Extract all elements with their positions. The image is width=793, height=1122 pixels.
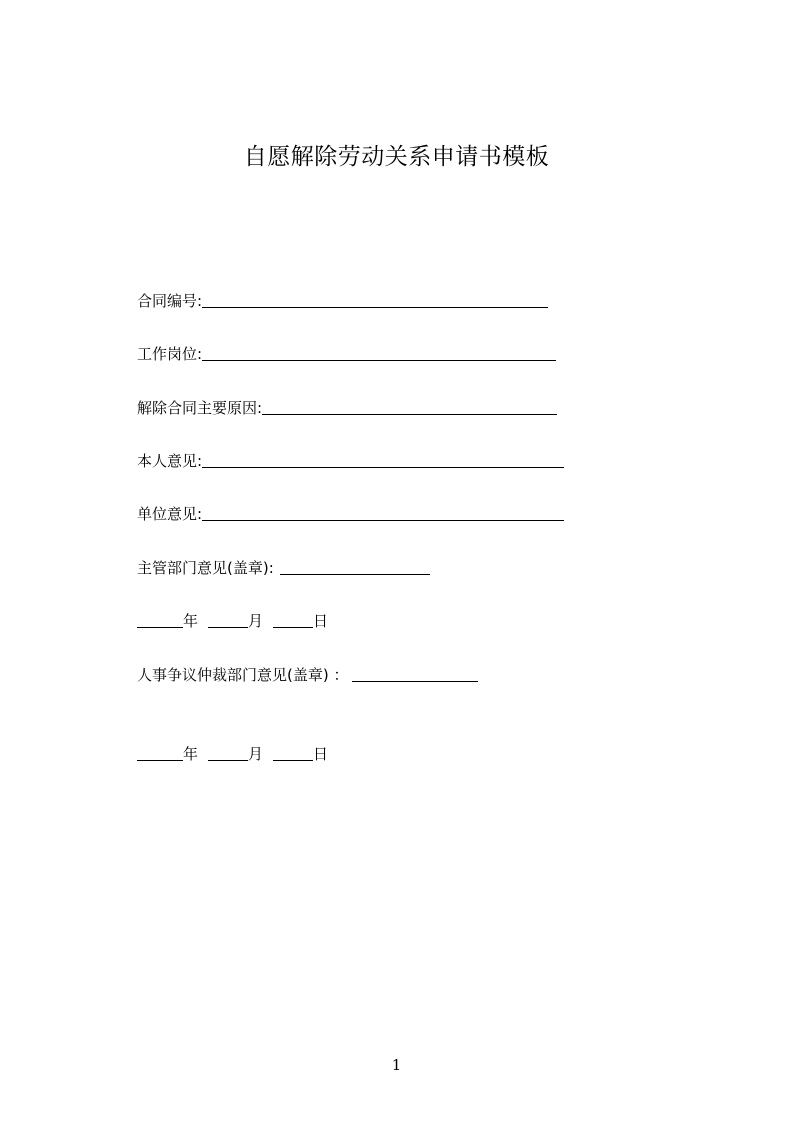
date1-day-label: 日 (313, 612, 329, 630)
date2-month (208, 743, 263, 764)
page-number: 1 (391, 1056, 402, 1074)
date-row-2 (137, 743, 338, 765)
date1-day-blank[interactable] (273, 610, 313, 628)
date2-month-label: 月 (248, 745, 264, 763)
personal-opinion-label: 本人意见: (137, 452, 203, 470)
date2-day-label: 日 (313, 745, 329, 763)
personal-opinion-blank[interactable] (202, 450, 564, 468)
arbitration-opinion-blank[interactable] (352, 664, 478, 682)
supervisor-opinion-field (137, 557, 430, 579)
supervisor-opinion-label: 主管部门意见(盖章): (137, 559, 274, 577)
job-position-blank[interactable] (202, 343, 556, 361)
contract-number-field (137, 290, 548, 312)
date1-day (273, 610, 328, 631)
date2-month-blank[interactable] (208, 743, 248, 761)
date1-month-blank[interactable] (208, 610, 248, 628)
employer-opinion-label: 单位意见: (137, 505, 203, 523)
supervisor-opinion-blank[interactable] (280, 557, 430, 575)
termination-reason-blank[interactable] (262, 397, 557, 415)
termination-reason-label: 解除合同主要原因: (137, 399, 263, 417)
employer-opinion-blank[interactable] (202, 503, 564, 521)
date1-month-label: 月 (248, 612, 264, 630)
date1-year-blank[interactable] (137, 610, 183, 628)
date2-year (137, 743, 198, 764)
employer-opinion-field (137, 503, 564, 525)
date1-month (208, 610, 263, 631)
termination-reason-field (137, 397, 557, 419)
date2-day (273, 743, 328, 764)
date2-year-blank[interactable] (137, 743, 183, 761)
date2-day-blank[interactable] (273, 743, 313, 761)
date2-year-label: 年 (183, 745, 199, 763)
date-row-1 (137, 610, 338, 632)
date1-year (137, 610, 198, 631)
job-position-field (137, 343, 556, 365)
arbitration-opinion-label: 人事争议仲裁部门意见(盖章) ： (137, 666, 349, 684)
arbitration-opinion-field (137, 664, 478, 686)
contract-number-blank[interactable] (202, 290, 548, 308)
document-title: 自愿解除劳动关系申请书模板 (243, 144, 550, 170)
job-position-label: 工作岗位: (137, 345, 203, 363)
personal-opinion-field (137, 450, 564, 472)
contract-number-label: 合同编号: (137, 292, 203, 310)
date1-year-label: 年 (183, 612, 199, 630)
